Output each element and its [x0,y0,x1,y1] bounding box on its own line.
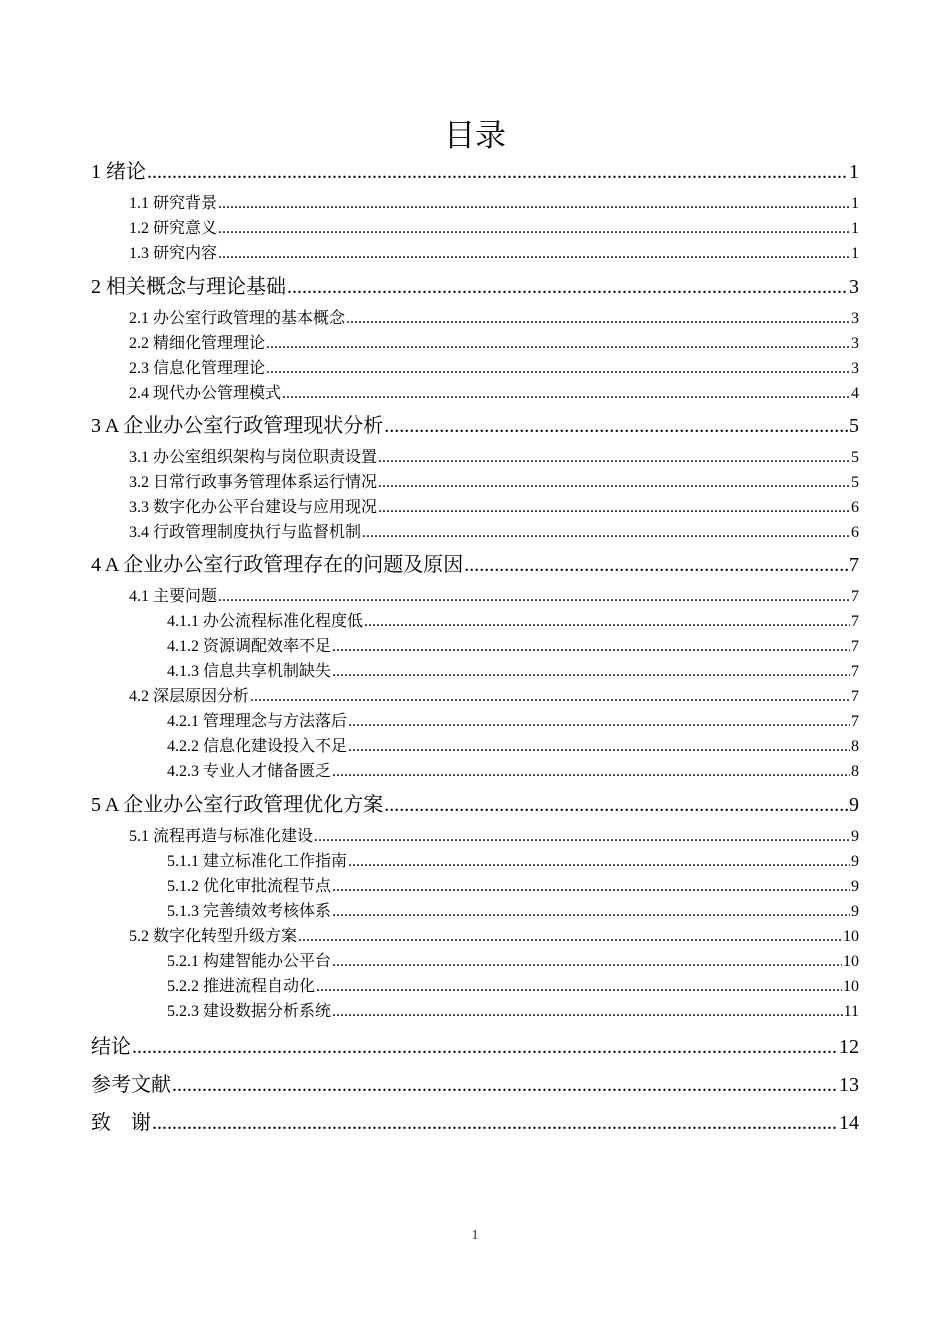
toc-entry-page: 14 [839,1112,859,1134]
toc-entry[interactable] [129,684,859,709]
toc-entry-page: 3 [851,310,859,327]
toc-entry[interactable] [91,790,859,820]
toc-entry[interactable] [129,381,859,406]
toc-entry-page: 3 [849,276,859,298]
toc-entry-label: 参考文献 [91,1074,171,1096]
toc-entry[interactable] [91,1070,859,1100]
toc-entry[interactable] [129,216,859,241]
toc-entry-page: 7 [849,554,859,576]
toc-entry[interactable] [91,157,859,187]
toc-entry-label: 4.1.2 资源调配效率不足 [167,638,332,655]
toc-dot-leader [464,550,848,580]
toc-entry-page: 8 [851,763,859,780]
toc-entry[interactable] [167,999,859,1024]
toc-entry[interactable] [167,849,859,874]
toc-entry-page: 5 [851,474,859,491]
toc-entry-label: 3.4 行政管理制度执行与监督机制 [129,524,362,541]
toc-entry[interactable] [129,584,859,609]
toc-entry-page: 7 [851,688,859,705]
toc-entry-label: 5.2.3 建设数据分析系统 [167,1003,332,1020]
toc-entry[interactable] [91,272,859,302]
toc-entry-page: 3 [851,335,859,352]
toc-entry[interactable] [167,974,859,999]
toc-entry-label: 4.2 深层原因分析 [129,688,250,705]
toc-entry-page: 7 [851,713,859,730]
toc-dot-leader [378,445,850,470]
toc-entry-label: 5.2.1 构建智能办公平台 [167,953,332,970]
toc-entry[interactable] [129,470,859,495]
toc-entry-page: 6 [851,524,859,541]
toc-dot-leader [332,899,850,924]
toc-dot-leader [282,381,850,406]
toc-dot-leader [287,272,848,302]
toc-entry-page: 4 [851,385,859,402]
toc-entry-label: 2.4 现代办公管理模式 [129,385,282,402]
toc-dot-leader [332,759,850,784]
toc-dot-leader [348,734,850,759]
toc-dot-leader [266,331,850,356]
toc-entry-page: 7 [851,638,859,655]
toc-entry-page: 3 [851,360,859,377]
toc-entry-label: 4.2.3 专业人才储备匮乏 [167,763,332,780]
toc-entry-label: 1.1 研究背景 [129,195,218,212]
toc-dot-leader [332,634,850,659]
toc-dot-leader [172,1070,838,1100]
toc-entry-label: 3.2 日常行政事务管理体系运行情况 [129,474,378,491]
toc-entry-label: 2.1 办公室行政管理的基本概念 [129,310,346,327]
toc-entry-label: 2.2 精细化管理理论 [129,335,266,352]
toc-dot-leader [298,924,842,949]
toc-entry-page: 13 [839,1074,859,1096]
toc-entry-page: 10 [843,928,859,945]
toc-entry[interactable] [129,191,859,216]
toc-entry-label: 2.3 信息化管理理论 [129,360,266,377]
toc-entry-label: 1.2 研究意义 [129,220,218,237]
toc-entry-label: 3.1 办公室组织架构与岗位职责设置 [129,449,378,466]
toc-entry-page: 8 [851,738,859,755]
toc-entry-label: 4.2.1 管理理念与方法落后 [167,713,348,730]
toc-dot-leader [314,824,850,849]
toc-entry-page: 9 [849,794,859,816]
toc-entry-page: 9 [851,903,859,920]
toc-entry-label: 5.1.3 完善绩效考核体系 [167,903,332,920]
toc-entry[interactable] [129,445,859,470]
toc-entry[interactable] [167,949,859,974]
toc-entry-page: 11 [843,1003,859,1020]
toc-dot-leader [147,157,848,187]
toc-dot-leader [362,520,850,545]
toc-dot-leader [218,216,850,241]
toc-entry[interactable] [167,899,859,924]
toc-entry-label: 5.1 流程再造与标准化建设 [129,828,314,845]
toc-entry-label: 致 谢 [91,1112,151,1134]
toc-entry-label: 5 A 企业办公室行政管理优化方案 [91,794,384,816]
toc-entry[interactable] [129,241,859,266]
toc-dot-leader [218,191,850,216]
toc-entry-label: 4.1.3 信息共享机制缺失 [167,663,332,680]
toc-entry[interactable] [167,709,859,734]
toc-entry-label: 1.3 研究内容 [129,245,218,262]
page-title: 目录 [444,118,506,154]
toc-entry-page: 1 [849,161,859,183]
toc-dot-leader [346,306,850,331]
toc-entry-page: 7 [851,613,859,630]
toc-entry-page: 5 [851,449,859,466]
toc-entry[interactable] [167,609,859,634]
toc-dot-leader [364,609,850,634]
toc-entry[interactable] [91,550,859,580]
toc-entry-label: 4 A 企业办公室行政管理存在的问题及原因 [91,554,464,576]
toc-dot-leader [266,356,850,381]
toc-entry-page: 5 [849,415,859,437]
toc-entry[interactable] [129,356,859,381]
toc-entry-page: 1 [851,245,859,262]
toc-dot-leader [332,874,850,899]
toc-entry[interactable] [91,411,859,441]
toc-entry-page: 1 [851,195,859,212]
toc-dot-leader [384,790,848,820]
toc-entry-label: 4.1.1 办公流程标准化程度低 [167,613,364,630]
toc-dot-leader [132,1032,838,1062]
toc-dot-leader [316,974,842,999]
toc-dot-leader [332,659,850,684]
toc-entry-page: 1 [851,220,859,237]
toc-entry[interactable] [167,634,859,659]
toc-entry-page: 12 [839,1036,859,1058]
toc-entry[interactable] [129,520,859,545]
toc-dot-leader [378,470,850,495]
toc-entry[interactable] [129,495,859,520]
toc-entry-page: 7 [851,588,859,605]
toc-entry[interactable] [91,1108,859,1138]
toc-entry-page: 6 [851,499,859,516]
toc-entry[interactable] [91,1032,859,1062]
toc-entry-page: 10 [843,953,859,970]
toc-dot-leader [384,411,848,441]
toc-dot-leader [378,495,850,520]
toc-entry-page: 7 [851,663,859,680]
toc-dot-leader [218,584,850,609]
toc-entry-label: 5.2 数字化转型升级方案 [129,928,298,945]
toc-entry-label: 3 A 企业办公室行政管理现状分析 [91,415,384,437]
toc-dot-leader [332,999,843,1024]
toc-entry-label: 5.1.1 建立标准化工作指南 [167,853,348,870]
page-number: 1 [471,1228,479,1243]
toc-entry-label: 4.1 主要问题 [129,588,218,605]
toc-entry[interactable] [129,306,859,331]
toc-entry[interactable] [167,874,859,899]
toc-entry[interactable] [167,734,859,759]
toc-entry[interactable] [129,924,859,949]
toc-entry-label: 5.1.2 优化审批流程节点 [167,878,332,895]
toc-dot-leader [332,949,842,974]
toc-entry-label: 2 相关概念与理论基础 [91,276,286,298]
toc-entry[interactable] [167,759,859,784]
toc-entry[interactable] [129,331,859,356]
toc-entry-label: 3.3 数字化办公平台建设与应用现况 [129,499,378,516]
toc-entry-label: 4.2.2 信息化建设投入不足 [167,738,348,755]
toc-entry-page: 9 [851,853,859,870]
toc-entry-page: 9 [851,828,859,845]
toc-dot-leader [250,684,850,709]
toc-entry-label: 1 绪论 [91,161,146,183]
toc-entry[interactable] [167,659,859,684]
toc-dot-leader [348,849,850,874]
toc-entry-label: 结论 [91,1036,131,1058]
toc-dot-leader [152,1108,838,1138]
toc-entry-label: 5.2.2 推进流程自动化 [167,978,316,995]
toc-dot-leader [348,709,850,734]
toc-dot-leader [218,241,850,266]
toc-entry-page: 10 [843,978,859,995]
toc-entry[interactable] [129,824,859,849]
toc-entry-page: 9 [851,878,859,895]
